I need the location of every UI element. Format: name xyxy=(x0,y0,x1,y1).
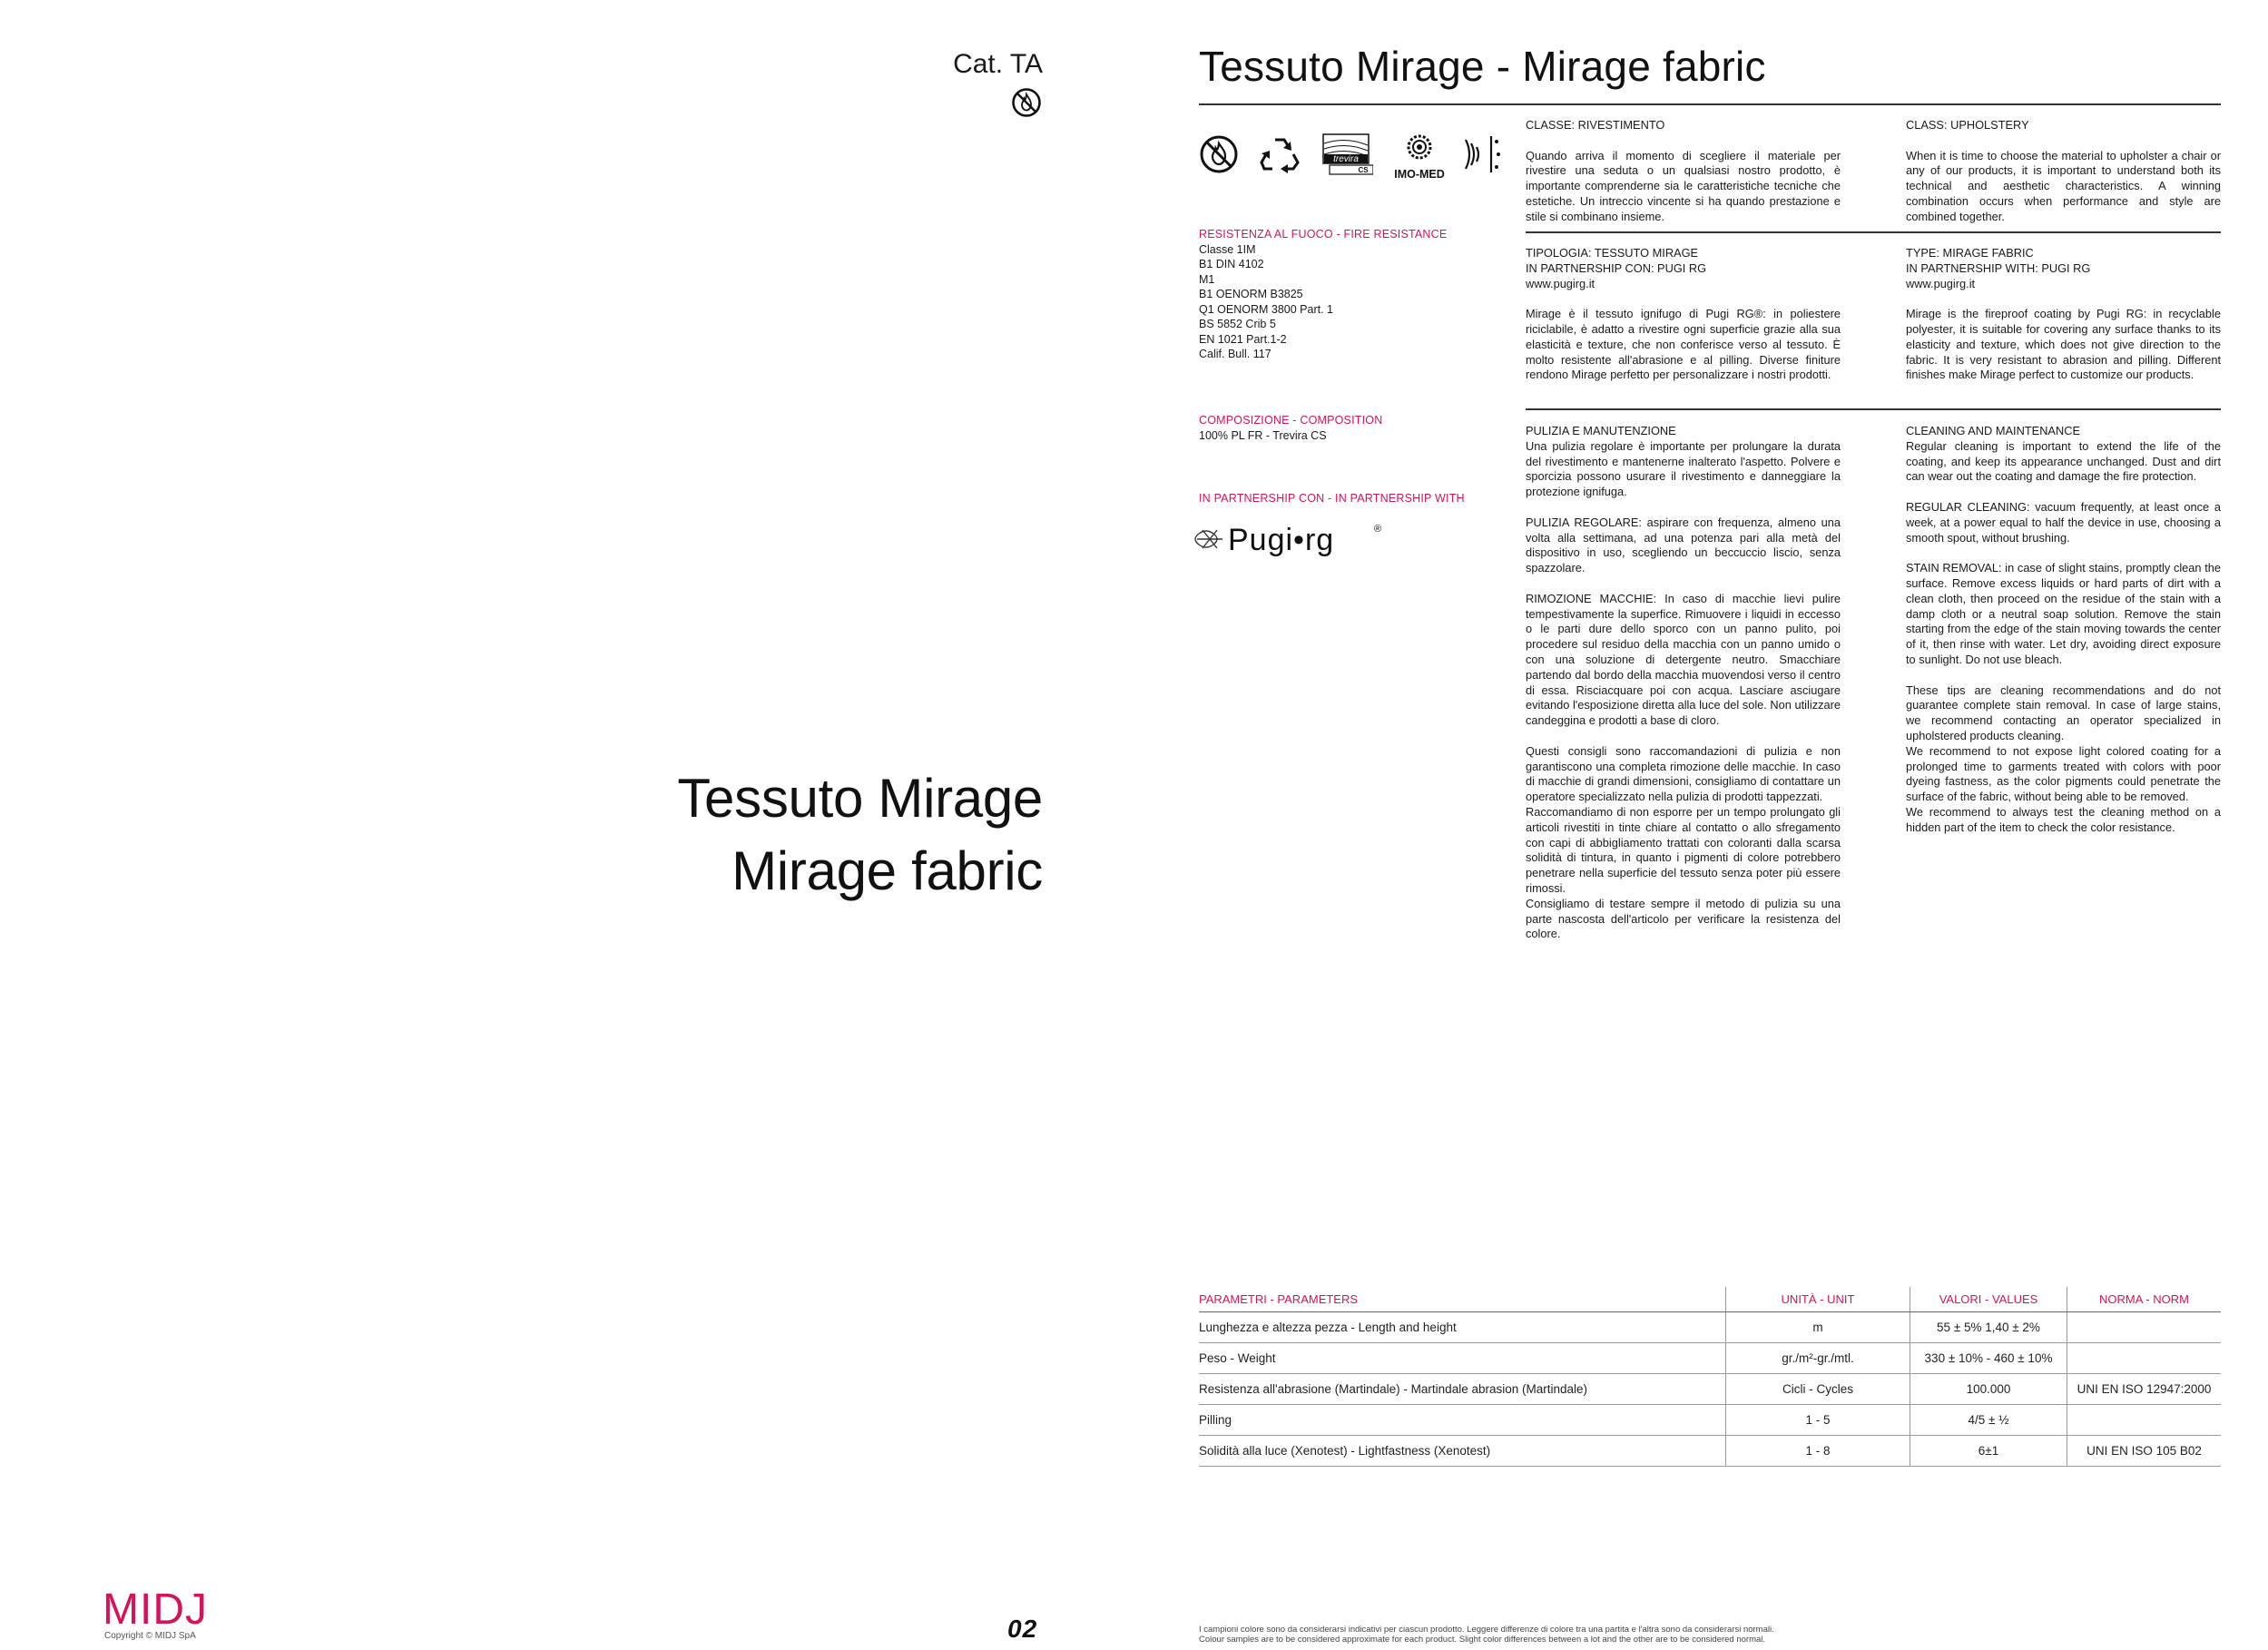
en-type-heading: TYPE: MIRAGE FABRIC xyxy=(1906,246,2034,260)
it-care-text: Una pulizia regolare è importante per prolungare la durata del rivestimento e mantenerne inalterato l'aspetto. Polvere e sporcizia possono usurare il rivestimento e danneggiare la protezione ignifuga. xyxy=(1526,438,1841,499)
param-cell: Lunghezza e altezza pezza - Length and height xyxy=(1199,1321,1457,1334)
fire-retardant-icon xyxy=(1011,87,1042,118)
norm-cell xyxy=(2067,1312,2221,1342)
it-advice-text-3: Consigliamo di testare sempre il metodo di pulizia su una parte nascosta dell'articolo per verificare la resistenza del colore. xyxy=(1526,896,1841,941)
header-unit: UNITÀ - UNIT xyxy=(1725,1287,1910,1311)
it-partner-url: www.pugirg.it xyxy=(1526,276,1595,290)
fire-value: M1 xyxy=(1199,272,1215,286)
unit-cell: gr./m²-gr./mtl. xyxy=(1725,1343,1910,1373)
title-divider xyxy=(1199,103,2221,105)
en-regular-text: REGULAR CLEANING: vacuum frequently, at least once a week, at a power equal to half the device in use, choosing a smooth spout, without brushing. xyxy=(1906,499,2221,545)
section-divider xyxy=(1526,408,2221,410)
en-care-heading: CLEANING AND MAINTENANCE xyxy=(1906,424,2080,437)
param-cell: Peso - Weight xyxy=(1199,1351,1276,1365)
it-class-text: Quando arriva il momento di scegliere il materiale per rivestire una seduta o un qualsiasi nostro prodotto, è importante comprenderne sia le caratteristiche tecniche che estetiche. Un intreccio vincente si ha quando prestazione e stile si combinano insieme. xyxy=(1526,148,1841,223)
it-partner-heading: IN PARTNERSHIP CON: PUGI RG xyxy=(1526,260,1707,275)
composition-section xyxy=(1199,413,1507,443)
recycle-icon xyxy=(1259,134,1301,174)
cover-title-en: Mirage fabric xyxy=(731,840,1043,901)
unit-cell: Cicli - Cycles xyxy=(1725,1374,1910,1404)
page-number: 02 xyxy=(1007,1615,1038,1643)
fire-value: Calif. Bull. 117 xyxy=(1199,348,1271,360)
fire-value: Classe 1IM xyxy=(1199,242,1256,256)
it-care-heading: PULIZIA E MANUTENZIONE xyxy=(1526,424,1676,437)
param-cell: Solidità alla luce (Xenotest) - Lightfastness (Xenotest) xyxy=(1199,1444,1491,1458)
parameters-table xyxy=(1199,1287,2221,1467)
en-advice-text-2: We recommend to not expose light colored coating for a prolonged time to garments treated with colors with poor dyeing fastness, as the color pigments could penetrate the surface of the fabric, without being able to be removed. xyxy=(1906,743,2221,804)
header-norm: NORMA - NORM xyxy=(2067,1287,2221,1311)
norm-cell: UNI EN ISO 12947:2000 xyxy=(2067,1374,2221,1404)
en-type-text: Mirage is the fireproof coating by Pugi RG: in recyclable polyester, it is suitable for covering any surface thanks to its elasticity and texture, which does not give direction to the fabric. It is very resistant to abrasion and pilling. Different finishes make Mirage perfect to customize our products. xyxy=(1906,307,2221,382)
imo-med-text: IMO-MED xyxy=(1394,168,1445,181)
table-row xyxy=(1199,1405,2221,1436)
table-row xyxy=(1199,1343,2221,1374)
pugi-rg-registered: ® xyxy=(1374,524,1382,535)
partnership-section xyxy=(1199,491,1507,506)
partnership-label: IN PARTNERSHIP CON - IN PARTNERSHIP WITH xyxy=(1199,492,1465,505)
en-class-section xyxy=(1906,118,2221,225)
trevira-cs-text: CS xyxy=(1358,166,1369,174)
norm-cell xyxy=(2067,1343,2221,1373)
fire-value: EN 1021 Part.1-2 xyxy=(1199,332,1287,346)
en-partner-heading: IN PARTNERSHIP WITH: PUGI RG xyxy=(1906,260,2091,275)
midj-logo-text: MIDJ xyxy=(103,1586,208,1629)
header-parameters: PARAMETRI - PARAMETERS xyxy=(1199,1292,1359,1306)
en-advice-text-3: We recommend to always test the cleaning method on a hidden part of the item to check the color resistance. xyxy=(1906,804,2221,834)
trevira-cs-logo xyxy=(1322,133,1373,178)
norm-cell xyxy=(2067,1405,2221,1435)
it-class-heading: CLASSE: RIVESTIMENTO xyxy=(1526,118,1665,132)
en-class-text: When it is time to choose the material to upholster a chair or any of our products, it is important to understand both its technical and aesthetic characteristics. A winning combination occurs when performance and style are combined together. xyxy=(1906,148,2221,223)
param-cell: Resistenza all'abrasione (Martindale) - Martindale abrasion (Martindale) xyxy=(1199,1382,1588,1396)
trevira-text: trevira xyxy=(1333,154,1359,164)
header-values: VALORI - VALUES xyxy=(1910,1287,2067,1311)
unit-cell: 1 - 5 xyxy=(1725,1405,1910,1435)
en-stain-text: STAIN REMOVAL: in case of slight stains, promptly clean the surface. Remove excess liquids or hard parts of dirt with a clean cloth, then proceed on the residue of the stain with a damp cloth or a neutral soap solution. Remove the stain starting from the edge of the stain moving towards the center of it, then rinse with water. Let dry, avoiding direct exposure to sunlight. Do not use bleach. xyxy=(1906,561,2221,666)
sound-icon xyxy=(1464,133,1504,176)
category-label: Cat. TA xyxy=(953,49,1043,79)
pugi-rg-text: Pugi•rg xyxy=(1228,523,1335,557)
fire-value: Q1 OENORM 3800 Part. 1 xyxy=(1199,302,1333,316)
norm-cell: UNI EN ISO 105 B02 xyxy=(2067,1436,2221,1466)
certification-icons xyxy=(1199,129,1526,183)
it-advice-text-2: Raccomandiamo di non esporre per un tempo prolungato gli articoli rivestiti in tinte chiare al contatto o allo sfregamento con capi di abbigliamento trattati con coloranti dalla scarsa solidità di tintura, in quanto i pigmenti di colore potrebbero penetrare nella superficie del tessuto senza poter più essere rimossi. xyxy=(1526,804,1841,895)
unit-cell: 1 - 8 xyxy=(1725,1436,1910,1466)
param-cell: Pilling xyxy=(1199,1413,1232,1427)
en-partner-url: www.pugirg.it xyxy=(1906,276,1976,290)
section-divider xyxy=(1526,231,2221,233)
fire-resistance-label: RESISTENZA AL FUOCO - FIRE RESISTANCE xyxy=(1199,228,1448,241)
midj-logo xyxy=(103,1584,211,1629)
it-stain-text: RIMOZIONE MACCHIE: In caso di macchie lievi pulire tempestivamente la superfice. Rimuovere i liquidi in eccesso o le parti dure dello sporco con un panno pulito, poi procedere sul residuo della macchia con un panno umido o con una soluzione di detergente neutro. Smacchiare partendo dal bordo della macchia muovendosi verso il centro di essa. Risciacquare poi con acqua. Lasciare asciugare evitando l'esposizione diretta alla luce del sole. Non utilizzare candeggina e prodotti a base di cloro. xyxy=(1526,591,1841,728)
table-row xyxy=(1199,1374,2221,1405)
disclaimer-it: I campioni colore sono da considerarsi indicativi per ciascun prodotto. Leggere differenze di colore tra una partita e l'altra sono da considerarsi normali. xyxy=(1199,1625,1774,1635)
copyright-text: Copyright © MIDJ SpA xyxy=(104,1631,196,1641)
knot-icon xyxy=(1195,530,1222,548)
fire-value: B1 OENORM B3825 xyxy=(1199,288,1303,300)
value-cell: 55 ± 5% 1,40 ± 2% xyxy=(1910,1312,2067,1342)
value-cell: 4/5 ± ½ xyxy=(1910,1405,2067,1435)
en-type-section xyxy=(1906,246,2221,383)
it-care-section xyxy=(1526,424,1841,942)
value-cell: 330 ± 10% - 460 ± 10% xyxy=(1910,1343,2067,1373)
it-type-heading: TIPOLOGIA: TESSUTO MIRAGE xyxy=(1526,246,1699,260)
value-cell: 100.000 xyxy=(1910,1374,2067,1404)
it-type-section xyxy=(1526,246,1841,383)
page-title: Tessuto Mirage - Mirage fabric xyxy=(1199,43,1766,90)
en-care-section xyxy=(1906,424,2221,836)
pugi-rg-logo xyxy=(1190,521,1399,559)
it-regular-text: PULIZIA REGOLARE: aspirare con frequenza, almeno una volta alla settimana, ad una potenza pari alla metà del dispositivo in uso, scegliendo un beccuccio liscio, senza spazzolare. xyxy=(1526,515,1841,575)
en-class-heading: CLASS: UPHOLSTERY xyxy=(1906,118,2029,132)
table-row xyxy=(1199,1436,2221,1467)
disclaimer xyxy=(1199,1625,1774,1645)
fire-value: B1 DIN 4102 xyxy=(1199,258,1264,270)
cover-title-it: Tessuto Mirage xyxy=(677,768,1043,829)
fire-resistance-section xyxy=(1199,227,1507,362)
table-header xyxy=(1199,1287,2221,1312)
composition-value: 100% PL FR - Trevira CS xyxy=(1199,428,1327,442)
it-type-text: Mirage è il tessuto ignifugo di Pugi RG®: in poliestere riciclabile, è adatto a rivestire ogni superficie grazie alla sua elasticità e texture, che non conferisce verso al tessuto. È molto resistente all'abrasione e al pilling. Diverse finiture rendono Mirage perfetto per personalizzare i nostri prodotti. xyxy=(1526,307,1841,382)
en-care-text: Regular cleaning is important to extend the life of the coating, and keep its appearance unchanged. Dust and dirt can wear out the coating and damage the fire protection. xyxy=(1906,438,2221,484)
composition-label: COMPOSIZIONE - COMPOSITION xyxy=(1199,414,1383,427)
fire-value: BS 5852 Crib 5 xyxy=(1199,318,1276,330)
unit-cell: m xyxy=(1725,1312,1910,1342)
table-row xyxy=(1199,1312,2221,1343)
value-cell: 6±1 xyxy=(1910,1436,2067,1466)
it-class-section xyxy=(1526,118,1841,225)
fire-retardant-icon xyxy=(1199,134,1239,174)
disclaimer-en: Colour samples are to be considered approximate for each product. Slight color differences between a lot and the other are to be considered normal. xyxy=(1199,1635,1766,1645)
imo-med-icon xyxy=(1391,129,1448,182)
it-advice-text: Questi consigli sono raccomandazioni di pulizia e non garantiscono una completa rimozione delle macchie. In caso di macchie di grandi dimensioni, consigliamo di contattare un operatore specializzato nella pulizia di prodotti tappezzati. xyxy=(1526,743,1841,804)
en-advice-text: These tips are cleaning recommendations and do not guarantee complete stain removal. In case of large stains, we recommend contacting an operator specialized in upholstered products cleaning. xyxy=(1906,683,2221,742)
